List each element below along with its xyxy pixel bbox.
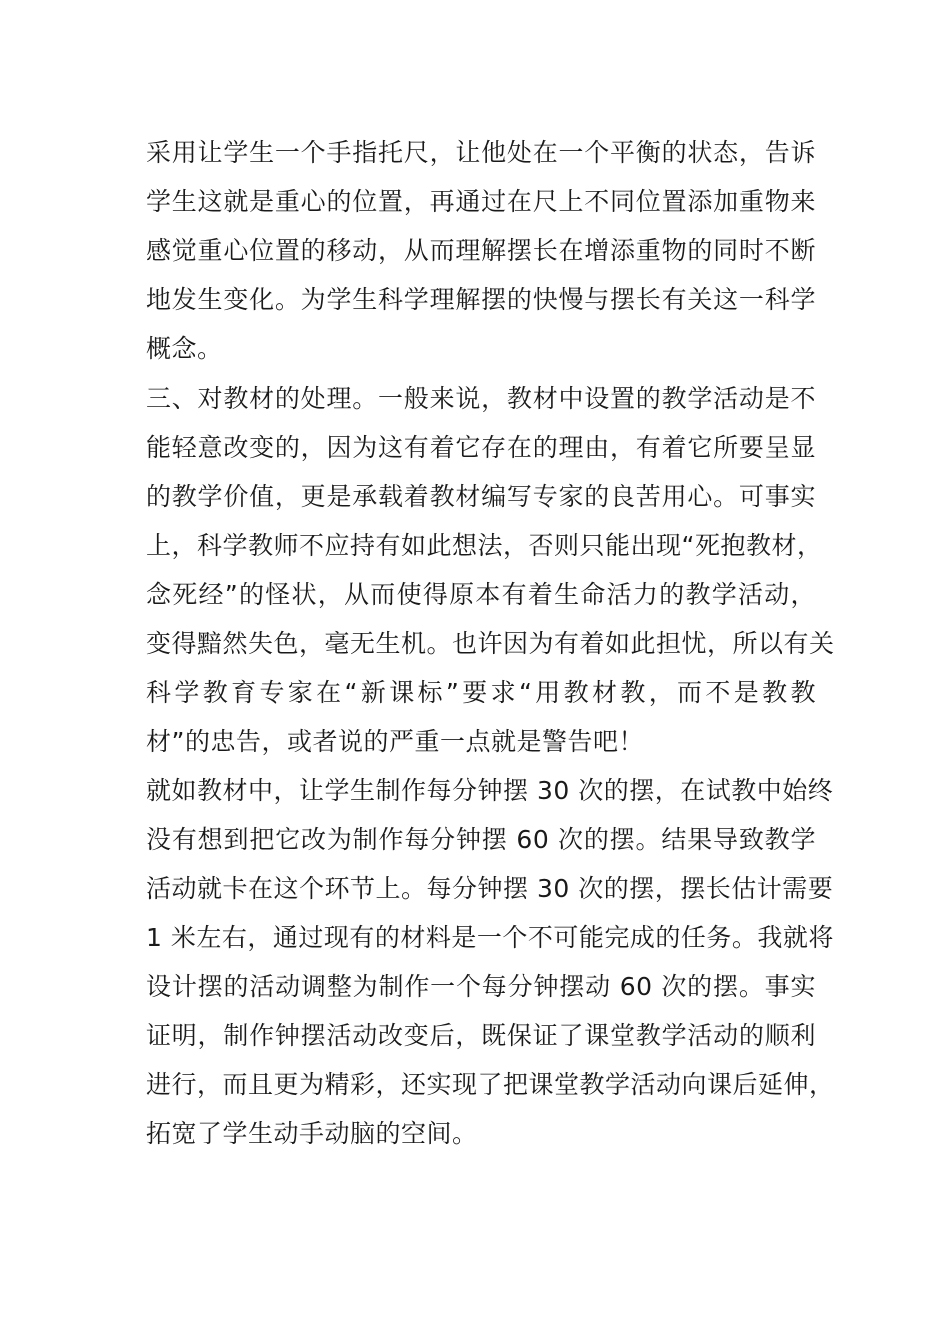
- paragraph-textbook-handling: [146, 374, 835, 766]
- paragraph-pendulum-example: [146, 766, 835, 1158]
- text-line: 就如教材中，让学生制作每分钟摆 30 次的摆，在试教中始终: [146, 776, 834, 805]
- text-line: 1 米左右，通过现有的材料是一个不可能完成的任务。我就将: [146, 923, 834, 952]
- text-line: 采用让学生一个手指托尺，让他处在一个平衡的状态，告诉: [146, 138, 816, 167]
- text-line: 念死经”的怪状，从而使得原本有着生命活力的教学活动，: [146, 580, 816, 609]
- paragraph-pendulum-center-of-gravity: [146, 128, 816, 373]
- text-line: 能轻意改变的，因为这有着它存在的理由，有着它所要呈显: [146, 433, 816, 462]
- text-line: 学生这就是重心的位置，再通过在尺上不同位置添加重物来: [146, 187, 816, 216]
- text-line: 科学教育专家在“新课标”要求“用教材教，而不是教教: [146, 678, 816, 707]
- text-line: 三、对教材的处理。一般来说，教材中设置的教学活动是不: [146, 384, 816, 413]
- text-line: 活动就卡在这个环节上。每分钟摆 30 次的摆，摆长估计需要: [146, 874, 834, 903]
- text-line: 证明，制作钟摆活动改变后，既保证了课堂教学活动的顺利: [146, 1021, 816, 1050]
- text-line: 进行，而且更为精彩，还实现了把课堂教学活动向课后延伸，: [146, 1070, 835, 1099]
- text-line: 设计摆的活动调整为制作一个每分钟摆动 60 次的摆。事实: [146, 972, 816, 1001]
- text-line: 地发生变化。为学生科学理解摆的快慢与摆长有关这一科学: [146, 285, 816, 314]
- text-line: 变得黯然失色，毫无生机。也许因为有着如此担忧，所以有关: [146, 629, 835, 658]
- text-line: 概念。: [146, 334, 223, 363]
- text-line: 拓宽了学生动手动脑的空间。: [146, 1119, 478, 1148]
- text-line: 材”的忠告，或者说的严重一点就是警告吧！: [146, 727, 644, 756]
- text-line: 感觉重心位置的移动，从而理解摆长在增添重物的同时不断: [146, 236, 816, 265]
- text-line: 的教学价值，更是承载着教材编写专家的良苦用心。可事实: [146, 482, 816, 511]
- text-line: 没有想到把它改为制作每分钟摆 60 次的摆。结果导致教学: [146, 825, 816, 854]
- text-line: 上，科学教师不应持有如此想法，否则只能出现“死抱教材，: [146, 531, 823, 560]
